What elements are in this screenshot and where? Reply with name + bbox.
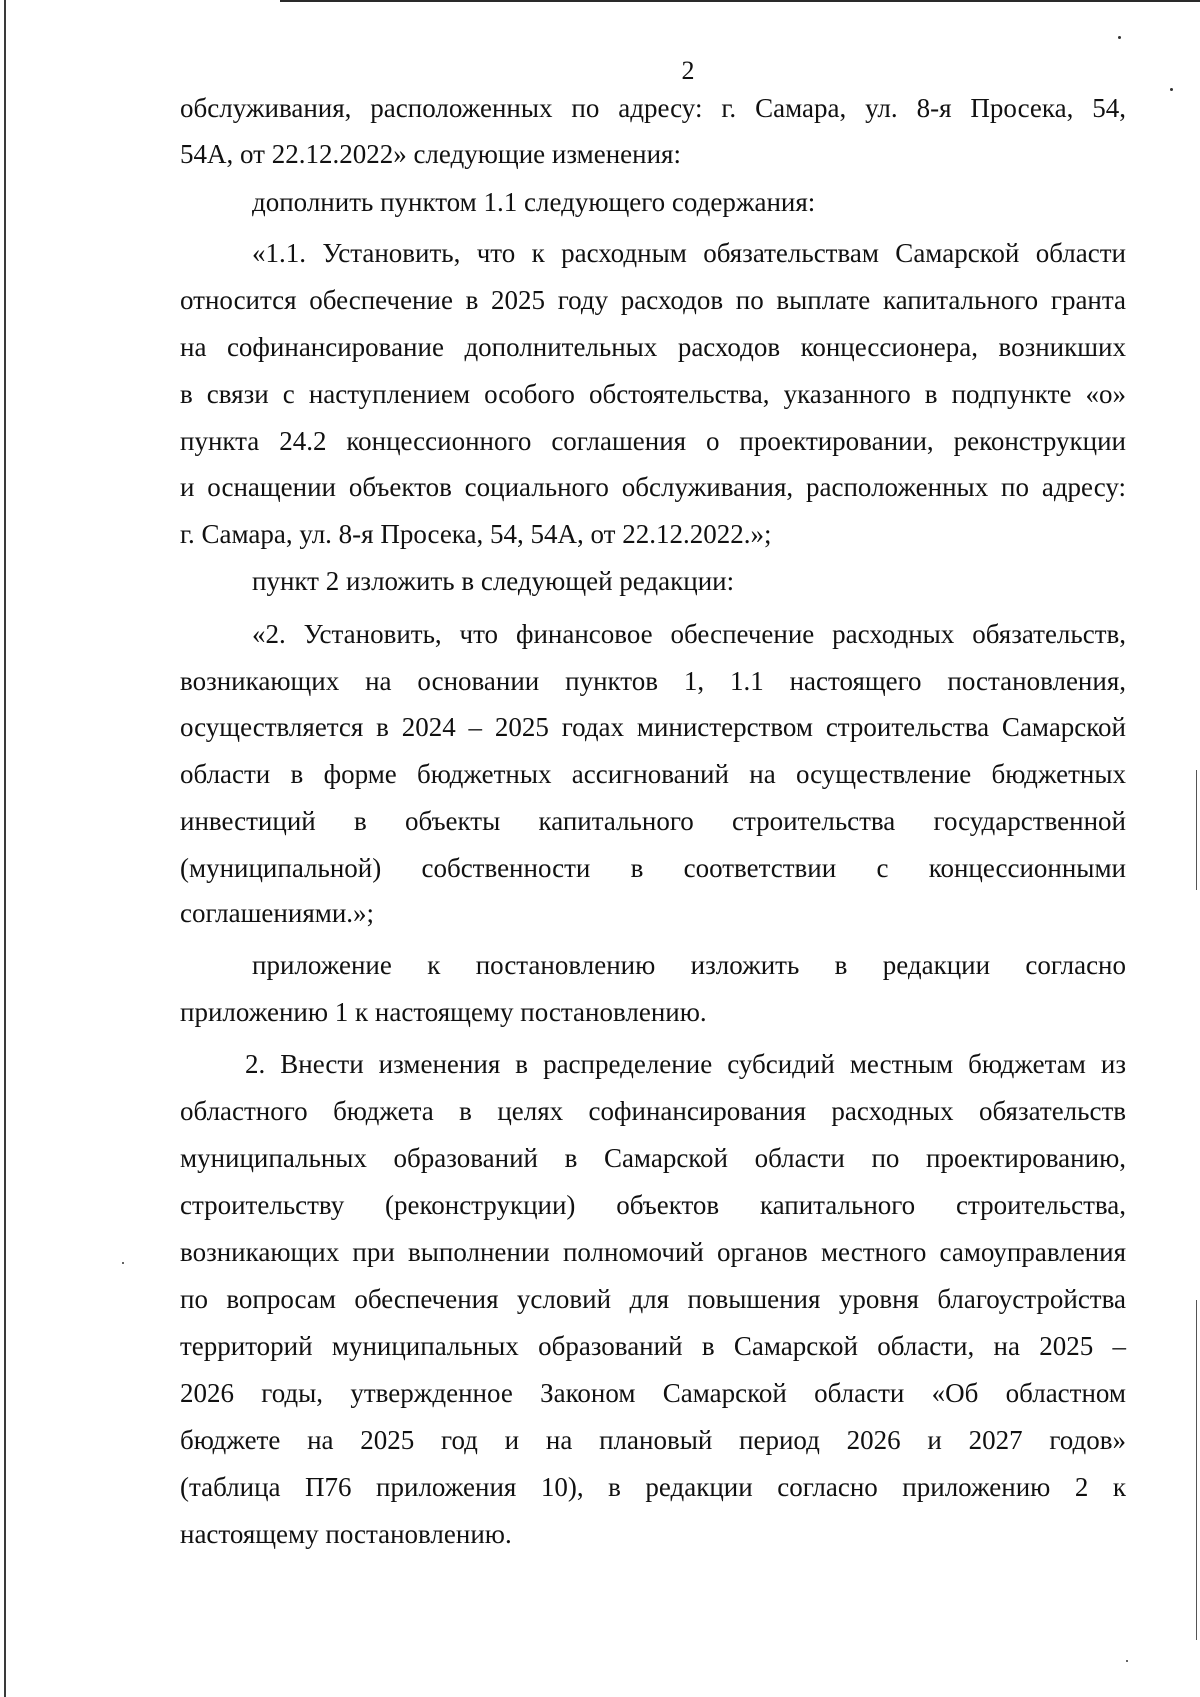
text-line: возникающих при выполнении полномочий органов местного самоуправления — [180, 1237, 1126, 1267]
scan-speck — [1118, 36, 1121, 39]
text-line: осуществляется в 2024 – 2025 годах министерством строительства Самарской — [180, 712, 1126, 742]
text-line: строительству (реконструкции) объектов капитального строительства, — [180, 1190, 1126, 1220]
text-line: относится обеспечение в 2025 году расходов по выплате капитального гранта — [180, 285, 1126, 315]
text-line: территорий муниципальных образований в Самарской области, на 2025 – — [180, 1331, 1126, 1361]
text-line: настоящему постановлению. — [180, 1519, 512, 1549]
text-line: дополнить пунктом 1.1 следующего содержания: — [252, 187, 816, 217]
scan-speck — [1170, 88, 1173, 91]
text-line: (таблица П76 приложения 10), в редакции согласно приложению 2 к — [180, 1472, 1126, 1502]
text-line: в связи с наступлением особого обстоятельства, указанного в подпункте «о» — [180, 379, 1126, 409]
text-line: 54А, от 22.12.2022» следующие изменения: — [180, 139, 681, 169]
text-line: обслуживания, расположенных по адресу: г. Самара, ул. 8-я Просека, 54, — [180, 93, 1126, 123]
text-line: и оснащении объектов социального обслуживания, расположенных по адресу: — [180, 472, 1126, 502]
text-line: области в форме бюджетных ассигнований на осуществление бюджетных — [180, 759, 1126, 789]
text-line: муниципальных образований в Самарской области по проектированию, — [180, 1143, 1126, 1173]
text-line: пункт 2 изложить в следующей редакции: — [252, 566, 735, 596]
text-line: бюджете на 2025 год и на плановый период 2026 и 2027 годов» — [180, 1425, 1126, 1455]
scan-edge-top — [280, 0, 1200, 2]
text-line: «1.1. Установить, что к расходным обязательствам Самарской области — [252, 238, 1126, 268]
text-line: приложению 1 к настоящему постановлению. — [180, 997, 707, 1027]
page-number: 2 — [681, 56, 695, 85]
text-line: приложение к постановлению изложить в редакции согласно — [252, 950, 1126, 980]
text-line: пункта 24.2 концессионного соглашения о проектировании, реконструкции — [180, 426, 1126, 456]
text-line: г. Самара, ул. 8-я Просека, 54, 54А, от 22.12.2022.»; — [180, 519, 772, 549]
scan-edge-left — [4, 0, 6, 1697]
text-line: «2. Установить, что финансовое обеспечение расходных обязательств, — [252, 619, 1126, 649]
text-line: 2026 годы, утвержденное Законом Самарской области «Об областном — [180, 1378, 1126, 1408]
text-line: по вопросам обеспечения условий для повышения уровня благоустройства — [180, 1284, 1126, 1314]
text-line: соглашениями.»; — [180, 898, 375, 928]
text-line: инвестиций в объекты капитального строительства государственной — [180, 806, 1126, 836]
text-line: областного бюджета в целях софинансирования расходных обязательств — [180, 1096, 1126, 1126]
scan-speck — [122, 1262, 124, 1264]
scan-edge-right — [1196, 770, 1197, 890]
text-line: возникающих на основании пунктов 1, 1.1 настоящего постановления, — [180, 666, 1126, 696]
text-line: на софинансирование дополнительных расходов концессионера, возникших — [180, 332, 1126, 362]
scan-edge-right — [1196, 1300, 1197, 1640]
text-line: (муниципальной) собственности в соответствии с концессионными — [180, 853, 1126, 883]
text-line: 2. Внести изменения в распределение субсидий местным бюджетам из — [245, 1049, 1126, 1079]
scan-speck — [1126, 1660, 1128, 1662]
